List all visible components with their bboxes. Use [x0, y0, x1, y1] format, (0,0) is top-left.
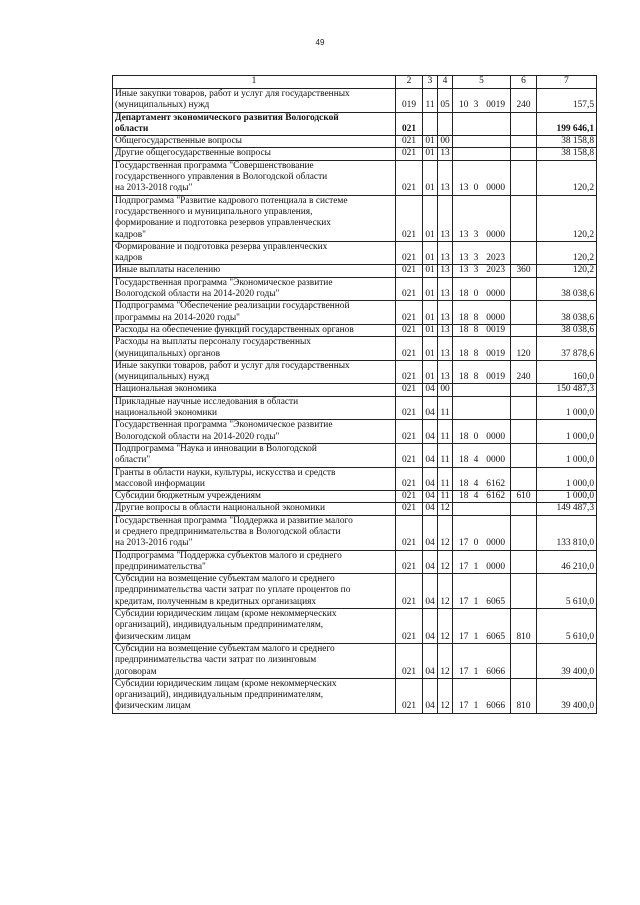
section-code: 01 — [423, 160, 438, 195]
target-article — [453, 609, 511, 644]
amount: 38 158,8 — [537, 148, 597, 160]
section-code: 01 — [423, 324, 438, 336]
dept-code: 021 — [396, 503, 423, 515]
expense-type — [511, 420, 537, 444]
table-row — [113, 148, 597, 160]
subsection-code: 05 — [438, 89, 453, 113]
target-article-code: 17 1 6066 — [459, 701, 505, 712]
subsection-code — [438, 112, 453, 136]
section-code: 01 — [423, 136, 438, 148]
table-row — [113, 396, 597, 420]
subsection-code: 11 — [438, 420, 453, 444]
subsection-code: 13 — [438, 148, 453, 160]
row-name: Подпрограмма "Наука и инновации в Вологодской области" — [113, 443, 396, 467]
dept-code: 021 — [396, 643, 423, 678]
dept-code: 021 — [396, 241, 423, 265]
target-article — [453, 443, 511, 467]
row-name: Государственная программа "Поддержка и развитие малого и среднего предпринимательства в Вологодской области на 2013-2016 годы" — [113, 515, 396, 550]
table-row — [113, 337, 597, 361]
amount: 38 038,6 — [537, 301, 597, 325]
expense-type — [511, 324, 537, 336]
column-header-2: 2 — [396, 76, 423, 89]
column-header-4: 4 — [438, 76, 453, 89]
table-row — [113, 491, 597, 503]
target-article-code: 17 1 6065 — [459, 631, 505, 642]
target-article-code: 18 0 0000 — [459, 431, 505, 442]
row-name: Формирование и подготовка резерва управленческих кадров — [113, 241, 396, 265]
expense-type: 810 — [511, 609, 537, 644]
dept-code: 021 — [396, 678, 423, 713]
row-name: Государственная программа "Экономическое развитие Вологодской области на 2014-2020 годы" — [113, 420, 396, 444]
table-row — [113, 384, 597, 396]
row-name: Расходы на обеспечение функций государственных органов — [113, 324, 396, 336]
dept-code: 021 — [396, 443, 423, 467]
dept-code: 021 — [396, 301, 423, 325]
amount: 38 038,6 — [537, 277, 597, 301]
expense-type: 240 — [511, 89, 537, 113]
section-code: 01 — [423, 241, 438, 265]
target-article-code: 18 8 0019 — [459, 348, 505, 359]
amount: 120,2 — [537, 160, 597, 195]
expense-type — [511, 195, 537, 241]
subsection-code: 13 — [438, 160, 453, 195]
row-name: Субсидии юридическим лицам (кроме некоммерческих организаций), индивидуальным предпринимателям, физическим лицам — [113, 678, 396, 713]
target-article — [453, 136, 511, 148]
amount: 120,2 — [537, 265, 597, 277]
row-name: Гранты в области науки, культуры, искусства и средств массовой информации — [113, 467, 396, 491]
amount: 39 400,0 — [537, 678, 597, 713]
section-code: 04 — [423, 491, 438, 503]
target-article — [453, 277, 511, 301]
section-code: 04 — [423, 574, 438, 609]
amount: 133 810,0 — [537, 515, 597, 550]
target-article — [453, 265, 511, 277]
target-article-code: 18 0 0000 — [459, 289, 505, 300]
section-code: 04 — [423, 396, 438, 420]
target-article-code: 17 0 0000 — [459, 538, 505, 549]
target-article — [453, 89, 511, 113]
subsection-code: 11 — [438, 443, 453, 467]
dept-code: 021 — [396, 515, 423, 550]
section-code: 01 — [423, 148, 438, 160]
section-code: 11 — [423, 89, 438, 113]
section-code: 04 — [423, 443, 438, 467]
amount: 1 000,0 — [537, 443, 597, 467]
table-row — [113, 241, 597, 265]
row-name: Иные закупки товаров, работ и услуг для государственных (муниципальных) нужд — [113, 360, 396, 384]
dept-code: 021 — [396, 195, 423, 241]
target-article — [453, 148, 511, 160]
row-name: Другие вопросы в области национальной экономики — [113, 503, 396, 515]
target-article — [453, 643, 511, 678]
amount: 1 000,0 — [537, 396, 597, 420]
subsection-code: 12 — [438, 515, 453, 550]
section-code: 04 — [423, 609, 438, 644]
table-header-row — [113, 76, 597, 89]
table-row — [113, 160, 597, 195]
dept-code: 021 — [396, 160, 423, 195]
table-row — [113, 112, 597, 136]
table-row — [113, 89, 597, 113]
expense-type: 610 — [511, 491, 537, 503]
target-article — [453, 467, 511, 491]
expense-type: 120 — [511, 337, 537, 361]
dept-code: 021 — [396, 277, 423, 301]
section-code: 01 — [423, 301, 438, 325]
dept-code: 021 — [396, 136, 423, 148]
subsection-code: 13 — [438, 324, 453, 336]
row-name: Другие общегосударственные вопросы — [113, 148, 396, 160]
page-number: 49 — [315, 38, 325, 47]
expense-type — [511, 443, 537, 467]
column-header-7: 7 — [537, 76, 597, 89]
expense-type — [511, 384, 537, 396]
table-body — [113, 89, 597, 714]
section-code: 04 — [423, 420, 438, 444]
row-name: Иные выплаты населению — [113, 265, 396, 277]
section-code: 01 — [423, 195, 438, 241]
dept-code: 021 — [396, 574, 423, 609]
target-article-code: 17 1 0000 — [459, 561, 505, 572]
target-article — [453, 550, 511, 574]
target-article-code: 13 3 2023 — [459, 253, 505, 264]
target-article — [453, 396, 511, 420]
row-name: Иные закупки товаров, работ и услуг для государственных (муниципальных) нужд — [113, 89, 396, 113]
expense-type — [511, 643, 537, 678]
target-article — [453, 160, 511, 195]
section-code: 04 — [423, 503, 438, 515]
dept-code: 021 — [396, 609, 423, 644]
row-name: Субсидии юридическим лицам (кроме некоммерческих организаций), индивидуальным предпринимателям, физическим лицам — [113, 609, 396, 644]
expense-type — [511, 241, 537, 265]
amount: 149 487,3 — [537, 503, 597, 515]
table-row — [113, 574, 597, 609]
subsection-code: 00 — [438, 384, 453, 396]
target-article-code: 13 0 0000 — [459, 183, 505, 194]
section-code — [423, 112, 438, 136]
section-code: 01 — [423, 277, 438, 301]
subsection-code: 11 — [438, 467, 453, 491]
target-article-code: 17 1 6066 — [459, 666, 505, 677]
section-code: 01 — [423, 265, 438, 277]
amount: 120,2 — [537, 241, 597, 265]
budget-table — [112, 75, 597, 714]
expense-type — [511, 301, 537, 325]
amount: 38 158,8 — [537, 136, 597, 148]
row-name: Субсидии на возмещение субъектам малого и среднего предпринимательства части затрат по лизинговым договорам — [113, 643, 396, 678]
dept-code: 021 — [396, 337, 423, 361]
row-name: Субсидии бюджетным учреждениям — [113, 491, 396, 503]
expense-type — [511, 467, 537, 491]
subsection-code: 11 — [438, 396, 453, 420]
column-header-5: 5 — [453, 76, 511, 89]
dept-code: 021 — [396, 360, 423, 384]
target-article-code: 18 8 0000 — [459, 312, 505, 323]
dept-code: 021 — [396, 396, 423, 420]
subsection-code: 12 — [438, 678, 453, 713]
amount: 1 000,0 — [537, 420, 597, 444]
row-name: Государственная программа "Совершенствование государственного управления в Вологодской области на 2013-2018 годы" — [113, 160, 396, 195]
column-header-6: 6 — [511, 76, 537, 89]
subsection-code: 13 — [438, 265, 453, 277]
dept-code: 021 — [396, 148, 423, 160]
target-article-code: 18 4 0000 — [459, 455, 505, 466]
section-code: 04 — [423, 384, 438, 396]
section-code: 04 — [423, 678, 438, 713]
amount: 37 878,6 — [537, 337, 597, 361]
table-row — [113, 301, 597, 325]
expense-type — [511, 136, 537, 148]
table-row — [113, 550, 597, 574]
amount: 150 487,3 — [537, 384, 597, 396]
expense-type — [511, 574, 537, 609]
dept-code: 021 — [396, 112, 423, 136]
dept-code: 021 — [396, 550, 423, 574]
target-article — [453, 678, 511, 713]
table-row — [113, 265, 597, 277]
expense-type — [511, 112, 537, 136]
subsection-code: 11 — [438, 491, 453, 503]
dept-code: 021 — [396, 384, 423, 396]
section-code: 01 — [423, 337, 438, 361]
target-article — [453, 360, 511, 384]
target-article-code: 17 1 6065 — [459, 596, 505, 607]
amount: 1 000,0 — [537, 491, 597, 503]
target-article — [453, 324, 511, 336]
dept-code: 021 — [396, 491, 423, 503]
subsection-code: 13 — [438, 195, 453, 241]
target-article — [453, 241, 511, 265]
expense-type: 360 — [511, 265, 537, 277]
subsection-code: 12 — [438, 643, 453, 678]
subsection-code: 13 — [438, 241, 453, 265]
table-row — [113, 324, 597, 336]
expense-type: 810 — [511, 678, 537, 713]
section-code: 01 — [423, 360, 438, 384]
expense-type — [511, 277, 537, 301]
expense-type — [511, 503, 537, 515]
target-article-code: 13 3 0000 — [459, 229, 505, 240]
target-article — [453, 195, 511, 241]
section-code: 04 — [423, 515, 438, 550]
amount: 120,2 — [537, 195, 597, 241]
expense-type — [511, 515, 537, 550]
amount: 157,5 — [537, 89, 597, 113]
expense-type: 240 — [511, 360, 537, 384]
subsection-code: 12 — [438, 609, 453, 644]
dept-code: 021 — [396, 420, 423, 444]
dept-code: 019 — [396, 89, 423, 113]
row-name: Расходы на выплаты персоналу государственных (муниципальных) органов — [113, 337, 396, 361]
column-header-3: 3 — [423, 76, 438, 89]
table-row — [113, 420, 597, 444]
subsection-code: 12 — [438, 574, 453, 609]
row-name: Государственная программа "Экономическое развитие Вологодской области на 2014-2020 годы" — [113, 277, 396, 301]
row-name: Субсидии на возмещение субъектам малого и среднего предпринимательства части затрат по уплате процентов по кредитам, полученным в кредитных организациях — [113, 574, 396, 609]
table-row — [113, 503, 597, 515]
amount: 46 210,0 — [537, 550, 597, 574]
target-article-code: 13 3 2023 — [459, 265, 505, 276]
subsection-code: 13 — [438, 337, 453, 361]
row-name: Прикладные научные исследования в области национальной экономики — [113, 396, 396, 420]
dept-code: 021 — [396, 324, 423, 336]
target-article — [453, 574, 511, 609]
table-row — [113, 515, 597, 550]
amount: 1 000,0 — [537, 467, 597, 491]
amount: 39 400,0 — [537, 643, 597, 678]
amount: 38 038,6 — [537, 324, 597, 336]
target-article-code: 10 3 0019 — [459, 100, 505, 111]
row-name: Департамент экономического развития Вологодской области — [113, 112, 396, 136]
row-name: Национальная экономика — [113, 384, 396, 396]
amount: 5 610,0 — [537, 609, 597, 644]
section-code: 04 — [423, 550, 438, 574]
table-row — [113, 678, 597, 713]
target-article — [453, 420, 511, 444]
table-row — [113, 443, 597, 467]
dept-code: 021 — [396, 467, 423, 491]
section-code: 04 — [423, 643, 438, 678]
target-article — [453, 515, 511, 550]
column-header-1: 1 — [113, 76, 396, 89]
subsection-code: 13 — [438, 301, 453, 325]
target-article — [453, 491, 511, 503]
target-article — [453, 301, 511, 325]
amount: 199 646,1 — [537, 112, 597, 136]
subsection-code: 12 — [438, 550, 453, 574]
amount: 160,0 — [537, 360, 597, 384]
table-row — [113, 277, 597, 301]
row-name: Подпрограмма "Поддержка субъектов малого и среднего предпринимательства" — [113, 550, 396, 574]
expense-type — [511, 160, 537, 195]
section-code: 04 — [423, 467, 438, 491]
row-name: Общегосударственные вопросы — [113, 136, 396, 148]
dept-code: 021 — [396, 265, 423, 277]
expense-type — [511, 148, 537, 160]
expense-type — [511, 396, 537, 420]
amount: 5 610,0 — [537, 574, 597, 609]
target-article-code: 18 4 6162 — [459, 491, 505, 502]
row-name: Подпрограмма "Развитие кадрового потенциала в системе государственного и муниципального управления, формирование и подготовка резервов управленческих кадров" — [113, 195, 396, 241]
target-article-code: 18 4 6162 — [459, 478, 505, 489]
target-article-code: 18 8 0019 — [459, 372, 505, 383]
target-article — [453, 112, 511, 136]
target-article-code: 18 8 0019 — [459, 324, 505, 335]
row-name: Подпрограмма "Обеспечение реализации государственной программы на 2014-2020 годы" — [113, 301, 396, 325]
target-article — [453, 384, 511, 396]
table-row — [113, 360, 597, 384]
target-article — [453, 503, 511, 515]
target-article — [453, 337, 511, 361]
table-row — [113, 609, 597, 644]
subsection-code: 13 — [438, 360, 453, 384]
subsection-code: 13 — [438, 277, 453, 301]
table-row — [113, 643, 597, 678]
subsection-code: 00 — [438, 136, 453, 148]
subsection-code: 12 — [438, 503, 453, 515]
table-row — [113, 467, 597, 491]
expense-type — [511, 550, 537, 574]
table-row — [113, 136, 597, 148]
table-row — [113, 195, 597, 241]
